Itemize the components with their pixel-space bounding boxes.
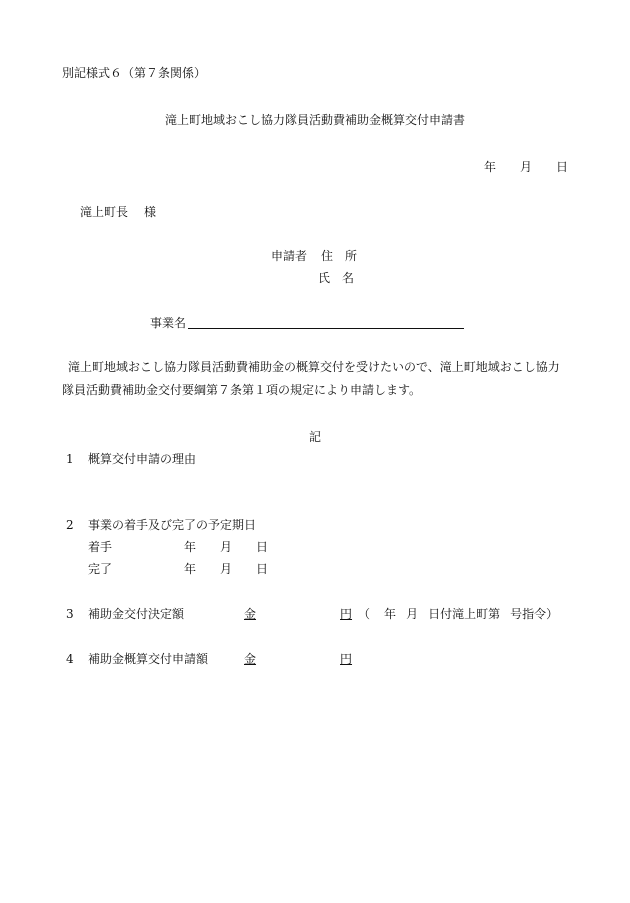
- body-text-line-2: 隊員活動費補助金交付要綱第７条第１項の規定により申請します。: [62, 383, 422, 397]
- item-1: [66, 453, 196, 465]
- addressee: [80, 206, 156, 218]
- ki-heading: 記: [308, 430, 321, 444]
- applicant-address-row: [271, 250, 357, 262]
- project-name-row: [150, 317, 464, 329]
- document-title: 滝上町地域おこし協力隊員活動費補助金概算交付申請書: [164, 113, 465, 127]
- item-3-yen: 円: [340, 607, 353, 621]
- item-1-label: 概算交付申請の理由: [88, 452, 197, 466]
- start-month: 月: [220, 540, 233, 554]
- date-month: 月: [520, 160, 533, 174]
- item-4: [66, 653, 352, 665]
- end-year: 年: [184, 562, 197, 576]
- addressee-name: 滝上町長: [80, 205, 129, 219]
- applicant-label: 申請者: [271, 249, 308, 263]
- item-3: [66, 608, 558, 620]
- item-2: [66, 519, 256, 531]
- item-4-number: 4: [66, 652, 74, 666]
- address-label: 住 所: [321, 249, 358, 263]
- date-line: [484, 161, 568, 173]
- item-4-yen: 円: [340, 652, 353, 666]
- item-1-number: 1: [66, 452, 74, 466]
- item-4-kin: 金: [244, 652, 257, 666]
- name-label: 氏 名: [318, 271, 355, 285]
- body-text-line-1: 滝上町地域おこし協力隊員活動費補助金の概算交付を受けたいので、滝上町地域おこし協力: [68, 360, 560, 374]
- start-day: 日: [256, 540, 269, 554]
- item-3-number: 3: [66, 607, 74, 621]
- item-3-kin: 金: [244, 607, 257, 621]
- start-label: 着手: [88, 540, 113, 554]
- start-year: 年: [184, 540, 197, 554]
- date-year: 年: [484, 160, 497, 174]
- application-amount-field: [244, 653, 352, 665]
- end-label: 完了: [88, 562, 113, 576]
- start-date-row: [88, 541, 268, 553]
- applicant-name-row: [318, 272, 354, 284]
- item-4-label: 補助金概算交付申請額: [88, 652, 209, 666]
- project-label: 事業名: [150, 316, 187, 330]
- end-month: 月: [220, 562, 233, 576]
- form-label: 別記様式６（第７条関係）: [62, 66, 207, 80]
- item-2-label: 事業の着手及び完了の予定期日: [88, 518, 257, 532]
- item-3-label: 補助金交付決定額: [88, 607, 185, 621]
- end-day: 日: [256, 562, 269, 576]
- project-name-blank: [188, 317, 464, 329]
- decision-reference: （ 年 月 日付滝上町第 号指令）: [358, 607, 559, 621]
- date-day: 日: [556, 160, 569, 174]
- addressee-honorific: 様: [144, 205, 157, 219]
- end-date-row: [88, 563, 268, 575]
- decision-amount-field: [244, 608, 352, 620]
- item-2-number: 2: [66, 518, 74, 532]
